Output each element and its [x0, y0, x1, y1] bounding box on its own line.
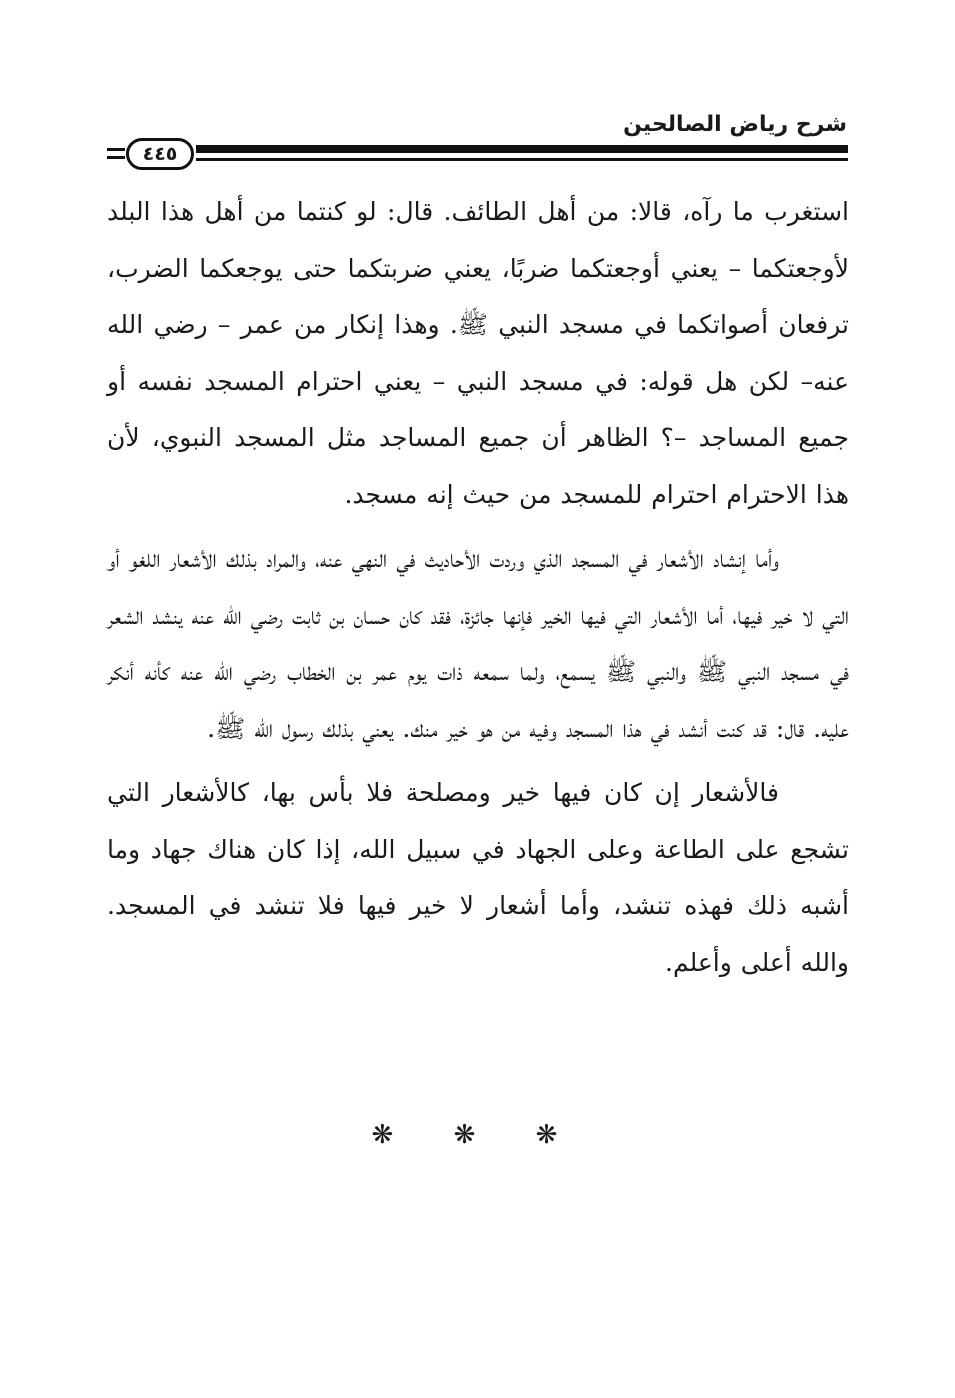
header-rule-thin — [196, 158, 848, 161]
section-separator-stars: ❋ ❋ ❋ — [371, 1120, 584, 1150]
header-rule-left-dash — [107, 148, 125, 151]
paragraph-2: وأما إنشاد الأشعار في المسجد الذي وردت الأحاديث في النهي عنه، والمراد بذلك الأشعار اللغو أو التي لا خير فيها، أما الأشعار التي فيها الخير فإنها جائزة، فقد كان حسان بن ثابت رضي الله عنه ينشد الشعر في مسجد النبي ﷺ والنبي ﷺ يسمع، ولما سمعه ذات يوم عمر بن الخطاب رضي الله عنه كأنه أنكر عليه. قال: قد كنت أنشد في هذا المسجد وفيه من هو خير منك. يعني بذلك رسول الله ﷺ. — [106, 544, 849, 743]
page-number: ٤٤٥ — [142, 143, 178, 165]
running-header-title: شرح رياض الصالحين — [623, 112, 847, 137]
header-rule-thick — [196, 145, 848, 153]
paragraph-1: استغرب ما رآه، قالا: من أهل الطائف. قال: لو كنتما من أهل هذا البلد لأوجعتكما – يعني أوجعتكما ضربًا، يعني ضربتكما حتى يوجعكما الضرب، ترفعان أصواتكما في مسجد النبي ﷺ. وهذا إنكار من عمر – رضي الله عنه– لكن هل قوله: في مسجد النبي – يعني احترام المسجد نفسه أو جميع المساجد –؟ الظاهر أن جميع المساجد مثل المسجد النبوي، لأن هذا الاحترام احترام للمسجد من حيث إنه مسجد. — [107, 197, 849, 509]
header-rule-left-dash — [107, 156, 125, 159]
page-body — [107, 184, 849, 991]
paragraph-3: فالأشعار إن كان فيها خير ومصلحة فلا بأس بها، كالأشعار التي تشجع على الطاعة وعلى الجهاد في سبيل الله، إذا كان هناك جهاد وما أشبه ذلك فهذه تنشد، وأما أشعار لا خير فيها فلا تنشد في المسجد. والله أعلى وأعلم. — [107, 778, 849, 977]
page-number-badge — [126, 138, 194, 170]
